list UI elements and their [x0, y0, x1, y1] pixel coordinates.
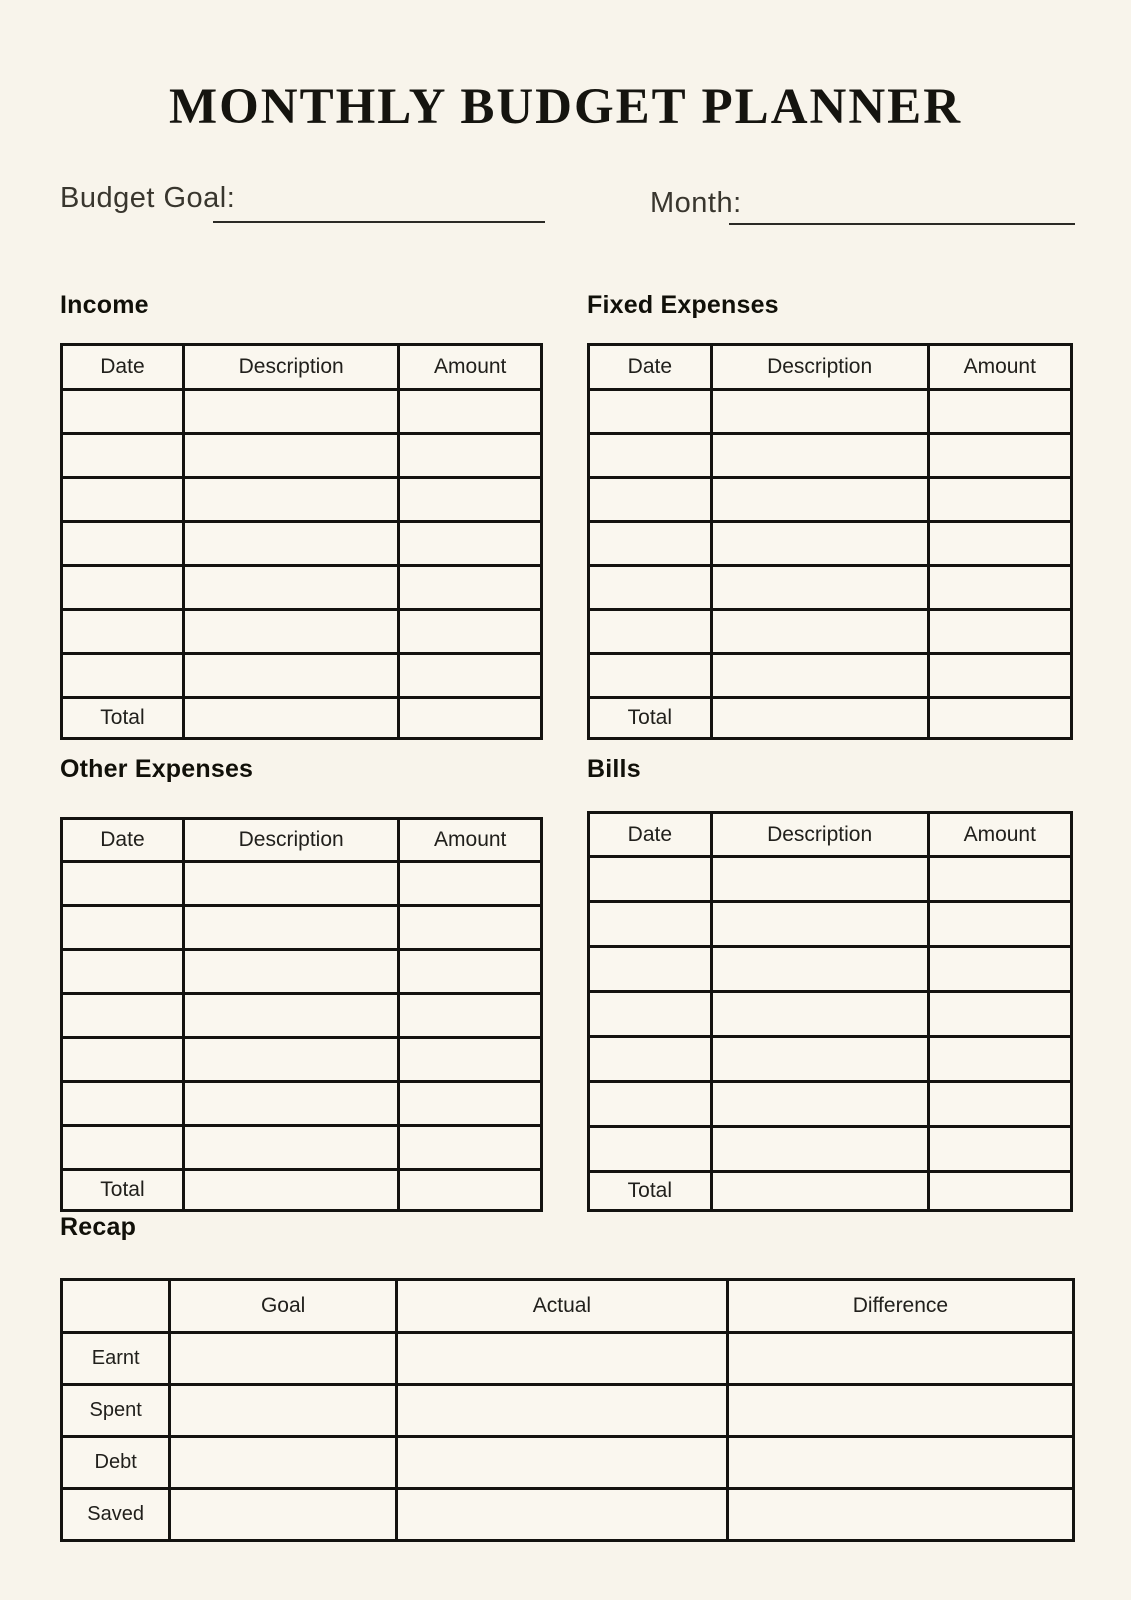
recap-table — [60, 1278, 1075, 1542]
blank-cell[interactable] — [183, 566, 399, 610]
bills-total-label: Total — [589, 1172, 712, 1211]
recap-col-blank — [62, 1280, 170, 1333]
blank-cell[interactable] — [589, 1127, 712, 1172]
fixed-expenses-col-description: Description — [711, 345, 928, 390]
income-section — [60, 290, 543, 740]
blank-cell[interactable] — [399, 950, 542, 994]
other-expenses-total-label: Total — [62, 1170, 184, 1211]
blank-cell[interactable] — [399, 1082, 542, 1126]
blank-cell[interactable] — [711, 1037, 928, 1082]
blank-cell[interactable] — [399, 434, 542, 478]
other-expenses-col-date: Date — [62, 819, 184, 862]
month-input-line[interactable] — [729, 223, 1075, 225]
budget-goal-input-line[interactable] — [213, 221, 545, 223]
blank-cell[interactable] — [711, 857, 928, 902]
blank-cell[interactable] — [399, 522, 542, 566]
blank-cell[interactable] — [711, 902, 928, 947]
blank-cell[interactable] — [711, 698, 928, 739]
blank-cell[interactable] — [589, 857, 712, 902]
blank-cell[interactable] — [928, 522, 1071, 566]
blank-cell[interactable] — [399, 610, 542, 654]
recap-col-difference: Difference — [727, 1280, 1073, 1333]
blank-cell[interactable] — [399, 906, 542, 950]
other-expenses-total-amount[interactable] — [399, 1170, 542, 1211]
bills-total-amount[interactable] — [928, 1172, 1071, 1211]
blank-cell[interactable] — [62, 610, 184, 654]
blank-cell[interactable] — [183, 522, 399, 566]
blank-cell[interactable] — [62, 390, 184, 434]
bills-col-description: Description — [711, 813, 928, 857]
blank-cell[interactable] — [62, 1126, 184, 1170]
bills-col-amount: Amount — [928, 813, 1071, 857]
fixed-expenses-col-date: Date — [589, 345, 712, 390]
blank-cell[interactable] — [928, 390, 1071, 434]
blank-cell[interactable] — [928, 566, 1071, 610]
blank-cell[interactable] — [62, 862, 184, 906]
blank-cell[interactable] — [62, 654, 184, 698]
blank-cell[interactable] — [589, 610, 712, 654]
blank-cell[interactable] — [399, 478, 542, 522]
blank-cell[interactable] — [711, 522, 928, 566]
blank-cell[interactable] — [589, 992, 712, 1037]
blank-cell[interactable] — [589, 478, 712, 522]
blank-cell[interactable] — [399, 390, 542, 434]
blank-cell[interactable] — [711, 566, 928, 610]
income-total-amount[interactable] — [399, 698, 542, 739]
other-expenses-table — [60, 817, 543, 1212]
blank-cell[interactable] — [711, 947, 928, 992]
other-expenses-col-description: Description — [183, 819, 399, 862]
recap-col-actual: Actual — [396, 1280, 727, 1333]
recap-row-label-earnt: Earnt — [62, 1333, 170, 1385]
recap-col-goal: Goal — [170, 1280, 397, 1333]
blank-cell[interactable] — [589, 654, 712, 698]
blank-cell[interactable] — [183, 1082, 399, 1126]
recap-row-label-spent: Spent — [62, 1385, 170, 1437]
blank-cell[interactable] — [399, 1038, 542, 1082]
blank-cell[interactable] — [928, 654, 1071, 698]
blank-cell[interactable] — [62, 434, 184, 478]
blank-cell[interactable] — [170, 1489, 397, 1541]
blank-cell[interactable] — [62, 1038, 184, 1082]
blank-cell[interactable] — [62, 478, 184, 522]
fixed-expenses-total-label: Total — [589, 698, 712, 739]
blank-cell[interactable] — [183, 1170, 399, 1211]
blank-cell[interactable] — [589, 566, 712, 610]
income-col-amount: Amount — [399, 345, 542, 390]
recap-row-label-debt: Debt — [62, 1437, 170, 1489]
blank-cell[interactable] — [711, 1127, 928, 1172]
blank-cell[interactable] — [711, 1082, 928, 1127]
blank-cell[interactable] — [183, 390, 399, 434]
blank-cell[interactable] — [62, 994, 184, 1038]
blank-cell[interactable] — [727, 1489, 1073, 1541]
blank-cell[interactable] — [62, 906, 184, 950]
blank-cell[interactable] — [170, 1385, 397, 1437]
blank-cell[interactable] — [589, 434, 712, 478]
fixed-expenses-total-amount[interactable] — [928, 698, 1071, 739]
blank-cell[interactable] — [183, 434, 399, 478]
recap-row-label-saved: Saved — [62, 1489, 170, 1541]
fixed-expenses-section — [587, 290, 1073, 740]
blank-cell[interactable] — [711, 654, 928, 698]
blank-cell[interactable] — [183, 1126, 399, 1170]
blank-cell[interactable] — [399, 566, 542, 610]
blank-cell[interactable] — [727, 1385, 1073, 1437]
blank-cell[interactable] — [62, 566, 184, 610]
bills-col-date: Date — [589, 813, 712, 857]
blank-cell[interactable] — [399, 862, 542, 906]
blank-cell[interactable] — [183, 950, 399, 994]
blank-cell[interactable] — [183, 478, 399, 522]
blank-cell[interactable] — [928, 992, 1071, 1037]
income-heading: Income — [60, 291, 149, 319]
blank-cell[interactable] — [589, 522, 712, 566]
blank-cell[interactable] — [396, 1333, 727, 1385]
bills-heading: Bills — [587, 755, 641, 783]
blank-cell[interactable] — [928, 1082, 1071, 1127]
blank-cell[interactable] — [170, 1333, 397, 1385]
bills-section — [587, 754, 1073, 1212]
blank-cell[interactable] — [396, 1489, 727, 1541]
blank-cell[interactable] — [396, 1385, 727, 1437]
recap-heading: Recap — [60, 1213, 137, 1241]
blank-cell[interactable] — [589, 390, 712, 434]
blank-cell[interactable] — [589, 947, 712, 992]
blank-cell[interactable] — [399, 994, 542, 1038]
blank-cell[interactable] — [589, 902, 712, 947]
blank-cell[interactable] — [399, 654, 542, 698]
blank-cell[interactable] — [928, 610, 1071, 654]
recap-section — [60, 1212, 1075, 1542]
blank-cell[interactable] — [589, 1037, 712, 1082]
blank-cell[interactable] — [711, 434, 928, 478]
other-expenses-col-amount: Amount — [399, 819, 542, 862]
blank-cell[interactable] — [711, 1172, 928, 1211]
budget-goal-label: Budget Goal: — [60, 182, 236, 214]
blank-cell[interactable] — [711, 992, 928, 1037]
blank-cell[interactable] — [396, 1437, 727, 1489]
blank-cell[interactable] — [62, 522, 184, 566]
income-col-date: Date — [62, 345, 184, 390]
blank-cell[interactable] — [170, 1437, 397, 1489]
blank-cell[interactable] — [62, 950, 184, 994]
fixed-expenses-heading: Fixed Expenses — [587, 291, 779, 319]
blank-cell[interactable] — [183, 698, 399, 739]
blank-cell[interactable] — [589, 1082, 712, 1127]
blank-cell[interactable] — [928, 1127, 1071, 1172]
blank-cell[interactable] — [928, 902, 1071, 947]
blank-cell[interactable] — [727, 1437, 1073, 1489]
month-label: Month: — [650, 187, 742, 219]
blank-cell[interactable] — [727, 1333, 1073, 1385]
blank-cell[interactable] — [711, 390, 928, 434]
blank-cell[interactable] — [928, 857, 1071, 902]
income-total-label: Total — [62, 698, 184, 739]
blank-cell[interactable] — [928, 947, 1071, 992]
income-col-description: Description — [183, 345, 399, 390]
blank-cell[interactable] — [928, 1037, 1071, 1082]
bills-table — [587, 811, 1073, 1212]
fixed-expenses-col-amount: Amount — [928, 345, 1071, 390]
other-expenses-heading: Other Expenses — [60, 755, 254, 783]
income-table — [60, 343, 543, 740]
blank-cell[interactable] — [928, 434, 1071, 478]
blank-cell[interactable] — [183, 654, 399, 698]
blank-cell[interactable] — [62, 1082, 184, 1126]
blank-cell[interactable] — [183, 906, 399, 950]
other-expenses-section — [60, 754, 543, 1212]
page-title: MONTHLY BUDGET PLANNER — [168, 79, 963, 135]
blank-cell[interactable] — [711, 478, 928, 522]
blank-cell[interactable] — [711, 610, 928, 654]
blank-cell[interactable] — [183, 610, 399, 654]
blank-cell[interactable] — [928, 478, 1071, 522]
blank-cell[interactable] — [183, 994, 399, 1038]
blank-cell[interactable] — [399, 1126, 542, 1170]
blank-cell[interactable] — [183, 1038, 399, 1082]
blank-cell[interactable] — [183, 862, 399, 906]
fixed-expenses-table — [587, 343, 1073, 740]
